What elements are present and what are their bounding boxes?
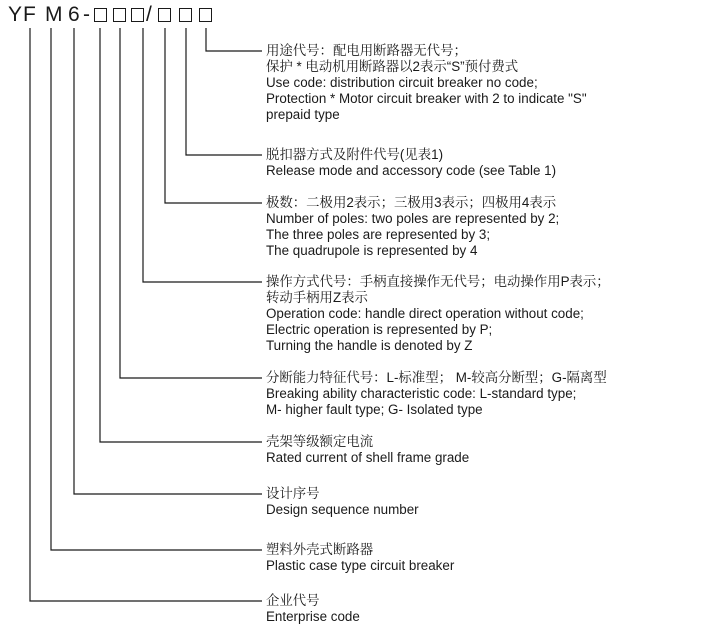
desc-line: Operation code: handle direct operation without code; xyxy=(266,306,584,321)
desc-line: Breaking ability characteristic code: L-standard type; xyxy=(266,386,577,401)
desc-line: prepaid type xyxy=(266,107,340,122)
leader-enterprise xyxy=(30,28,262,601)
leader-design-seq xyxy=(74,28,262,494)
desc-line: Turning the handle is denoted by Z xyxy=(266,338,473,353)
code-dash: - xyxy=(83,3,90,26)
code-char-m: M xyxy=(45,3,63,26)
desc-line: 保护 * 电动机用断路器以2表示“S”预付费式 xyxy=(266,59,519,74)
desc-poles xyxy=(266,195,559,259)
leader-use-code xyxy=(206,28,262,51)
desc-line: 分断能力特征代号：L-标准型； M-较高分断型；G-隔离型 xyxy=(266,370,607,385)
desc-line: 壳架等级额定电流 xyxy=(266,434,374,449)
desc-line: Plastic case type circuit breaker xyxy=(266,558,455,573)
desc-enterprise-code xyxy=(266,593,360,625)
desc-line: Number of poles: two poles are represented by 2; xyxy=(266,211,560,226)
desc-line: Design sequence number xyxy=(266,502,419,517)
leader-rated-current xyxy=(100,28,262,442)
code-char-f: F xyxy=(23,3,36,26)
desc-line: The three poles are represented by 3; xyxy=(266,227,491,242)
desc-line: 塑料外壳式断路器 xyxy=(266,542,374,557)
desc-plastic-case xyxy=(266,542,454,574)
desc-line: Use code: distribution circuit breaker no code; xyxy=(266,75,538,90)
leader-poles xyxy=(165,28,262,203)
desc-line: M- higher fault type; G- Isolated type xyxy=(266,402,483,417)
desc-operation xyxy=(266,274,610,354)
desc-line: 极数：二极用2表示；三极用3表示；四极用4表示 xyxy=(266,195,557,210)
desc-line: 企业代号 xyxy=(266,593,320,608)
leader-release xyxy=(186,28,262,155)
desc-line: Electric operation is represented by P; xyxy=(266,322,493,337)
desc-rated-current xyxy=(266,434,469,466)
desc-release-accessory xyxy=(266,147,556,179)
desc-line: Protection * Motor circuit breaker with 2 to indicate "S" xyxy=(266,91,587,106)
desc-line: 操作方式代号：手柄直接操作无代号；电动操作用P表示； xyxy=(266,274,610,289)
desc-line: The quadrupole is represented by 4 xyxy=(266,243,478,258)
desc-line: 转动手柄用Z表示 xyxy=(266,290,368,305)
desc-line: 脱扣器方式及附件代号(见表1) xyxy=(266,147,444,162)
desc-line: Enterprise code xyxy=(266,609,360,624)
code-char-6: 6 xyxy=(68,3,80,26)
desc-design-sequence xyxy=(266,486,419,518)
code-char-y: Y xyxy=(8,3,23,26)
desc-use-code xyxy=(266,43,587,123)
desc-line: Release mode and accessory code (see Table 1) xyxy=(266,163,557,178)
desc-line: 用途代号：配电用断路器无代号； xyxy=(266,43,467,58)
desc-breaking-capacity xyxy=(266,370,607,418)
leader-plastic-case xyxy=(51,28,262,550)
desc-line: 设计序号 xyxy=(266,486,320,501)
desc-line: Rated current of shell frame grade xyxy=(266,450,470,465)
code-slash: / xyxy=(146,3,152,26)
